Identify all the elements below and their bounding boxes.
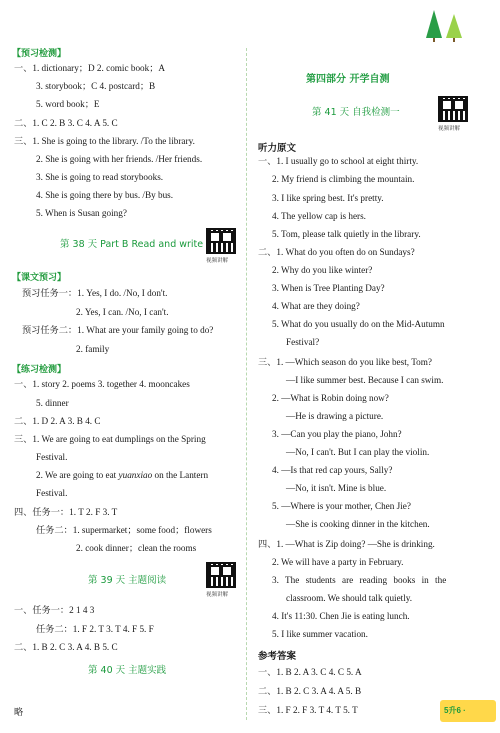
- answers-title: 参考答案: [258, 651, 297, 662]
- qr-caption: 视频讲解: [206, 592, 229, 598]
- listening-line: 4. What are they doing?: [272, 301, 360, 311]
- preview-line: 3. storybook；C 4. postcard；B: [36, 81, 156, 91]
- review-line: 预习任务二：1. What are your family going to do?: [22, 325, 214, 335]
- qr-code-icon[interactable]: [438, 96, 468, 122]
- page-footer-badge: [440, 700, 496, 722]
- day41-title: 第 41 天 自我检测一: [312, 107, 400, 118]
- practice-line: 三、1. We are going to eat dumplings on the Spring: [14, 434, 206, 444]
- preview-line: 5. When is Susan going?: [36, 208, 127, 218]
- listening-title: 听力原文: [258, 143, 297, 154]
- practice-line: Festival.: [36, 452, 68, 462]
- listening-line: 5. Tom, please talk quietly in the library.: [272, 229, 421, 239]
- day39-line: 二、1. B 2. C 3. A 4. B 5. C: [14, 642, 118, 652]
- qr-code-icon[interactable]: [206, 562, 236, 588]
- day40-answer: 略: [14, 707, 24, 717]
- review-line: 2. family: [76, 344, 110, 354]
- listening-line: —I like summer best. Because I can swim.: [286, 375, 444, 385]
- listening-line: —No, it isn't. Mine is blue.: [286, 483, 387, 493]
- review-tag: 【课文预习】: [12, 273, 67, 283]
- listening-line: 3. —Can you play the piano, John?: [272, 429, 402, 439]
- listening-line: classroom. We should talk quietly.: [286, 593, 413, 603]
- day38-title: 第 38 天 Part B Read and write: [60, 239, 204, 250]
- practice-line: 任务二：1. supermarket；some food；flowers: [36, 525, 212, 535]
- listening-line: —No, I can't. But I can play the violin.: [286, 447, 430, 457]
- practice-line: 2. cook dinner；clean the rooms: [76, 543, 197, 553]
- practice-line: 5. dinner: [36, 398, 69, 408]
- listening-line: 5. What do you usually do on the Mid-Autumn: [272, 319, 445, 329]
- qr-caption: 视频讲解: [438, 126, 461, 132]
- answer-line: 二、1. B 2. C 3. A 4. A 5. B: [258, 686, 362, 696]
- listening-line: Festival?: [286, 337, 320, 347]
- listening-line: 3. The students are reading books in the: [272, 575, 447, 585]
- practice-line: 四、任务一：1. T 2. F 3. T: [14, 507, 118, 517]
- listening-line: 一、1. I usually go to school at eight thirty.: [258, 156, 419, 166]
- listening-line: 4. It's 11:30. Chen Jie is eating lunch.: [272, 611, 410, 621]
- listening-line: 5. I like summer vacation.: [272, 629, 368, 639]
- listening-line: 5. —Where is your mother, Chen Jie?: [272, 501, 411, 511]
- qr-caption: 视频讲解: [206, 258, 229, 264]
- preview-line: 三、1. She is going to the library. /To the library.: [14, 136, 195, 146]
- listening-line: —He is drawing a picture.: [286, 411, 384, 421]
- preview-line: 3. She is going to read storybooks.: [36, 172, 164, 182]
- part-title: 第四部分 开学自测: [306, 74, 390, 85]
- listening-line: 四、1. —What is Zip doing? —She is drinking.: [258, 539, 435, 549]
- tree-decoration-icon: [424, 8, 468, 44]
- listening-line: 2. My friend is climbing the mountain.: [272, 174, 415, 184]
- preview-line: 二、1. C 2. B 3. C 4. A 5. C: [14, 118, 118, 128]
- practice-line: 二、1. D 2. A 3. B 4. C: [14, 416, 101, 426]
- preview-line: 一、1. dictionary；D 2. comic book；A: [14, 63, 166, 73]
- listening-line: 3. I like spring best. It's pretty.: [272, 193, 384, 203]
- grade-label: 5升6 ·: [444, 706, 466, 715]
- review-line: 2. Yes, I can. /No, I can't.: [76, 307, 169, 317]
- answer-line: 一、1. B 2. A 3. C 4. C 5. A: [258, 667, 362, 677]
- day39-line: 任务二：1. F 2. T 3. T 4. F 5. F: [36, 624, 154, 634]
- day39-title: 第 39 天 主题阅读: [88, 575, 167, 586]
- preview-line: 5. word book；E: [36, 99, 100, 109]
- preview-tag: 【预习检测】: [12, 49, 67, 59]
- day39-line: 一、任务一：2 1 4 3: [14, 605, 95, 615]
- listening-line: 4. The yellow cap is hers.: [272, 211, 366, 221]
- practice-line: 一、1. story 2. poems 3. together 4. mooncakes: [14, 379, 190, 389]
- practice-tag: 【练习检测】: [12, 365, 67, 375]
- listening-line: 4. —Is that red cap yours, Sally?: [272, 465, 393, 475]
- preview-line: 4. She is going there by bus. /By bus.: [36, 190, 174, 200]
- listening-line: 2. —What is Robin doing now?: [272, 393, 389, 403]
- answer-line: 三、1. F 2. F 3. T 4. T 5. T: [258, 705, 358, 715]
- review-line: 预习任务一：1. Yes, I do. /No, I don't.: [22, 288, 168, 298]
- listening-line: —She is cooking dinner in the kitchen.: [286, 519, 430, 529]
- listening-line: 三、1. —Which season do you like best, Tom?: [258, 357, 432, 367]
- practice-line: Festival.: [36, 488, 68, 498]
- listening-line: 3. When is Tree Planting Day?: [272, 283, 385, 293]
- listening-line: 2. We will have a party in February.: [272, 557, 404, 567]
- column-divider: [246, 48, 247, 720]
- preview-line: 2. She is going with her friends. /Her friends.: [36, 154, 203, 164]
- day40-title: 第 40 天 主题实践: [88, 665, 167, 676]
- listening-line: 2. Why do you like winter?: [272, 265, 373, 275]
- listening-line: 二、1. What do you often do on Sundays?: [258, 247, 415, 257]
- practice-line: 2. We are going to eat yuanxiao on the Lantern: [36, 470, 209, 480]
- qr-code-icon[interactable]: [206, 228, 236, 254]
